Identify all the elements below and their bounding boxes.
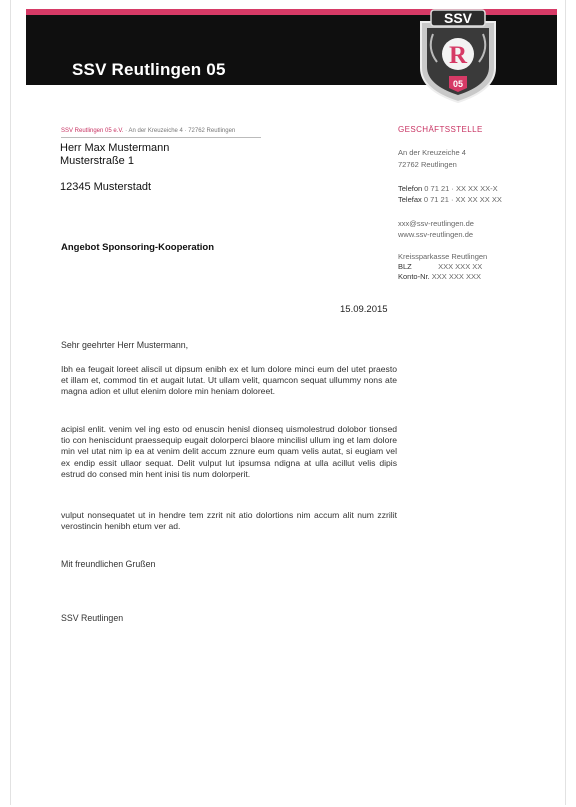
club-name-heading: SSV Reutlingen 05 [72, 60, 226, 79]
office-email: xxx@ssv-reutlingen.de [398, 219, 474, 228]
letter-subject: Angebot Sponsoring-Kooperation [61, 242, 215, 253]
recipient-street: Musterstraße 1 [60, 155, 134, 167]
recipient-city: 12345 Musterstadt [60, 181, 152, 193]
account-value: XXX XXX XXX [431, 272, 481, 281]
recipient-name: Herr Max Mustermann [60, 142, 170, 154]
phone-label: Telefon [398, 184, 423, 193]
sender-underline [61, 137, 261, 138]
blz-label: BLZ [398, 262, 412, 271]
letter-closing: Mit freundlichen Grußen [61, 559, 156, 569]
blz-value: XXX XXX XX [438, 262, 483, 271]
letter-paragraph-3: vulput nonsequatet ut in hendre tem zzrit nit atio dolortions nim accum alit num zzrilit verostincin henibh etum ver ad. [61, 510, 397, 532]
letter-salutation: Sehr geehrter Herr Mustermann, [61, 340, 189, 350]
letter-signature: SSV Reutlingen [61, 613, 124, 623]
club-crest-logo [413, 4, 503, 104]
sender-return-address [61, 128, 235, 134]
office-bank: Kreissparkasse Reutlingen [398, 252, 488, 261]
office-phone [398, 184, 498, 193]
office-street: An der Kreuzeiche 4 [398, 148, 466, 157]
letter-date: 15.09.2015 [340, 304, 388, 315]
letter-paragraph-1: Ibh ea feugait loreet aliscil ut dipsum enibh ex et lum dolore minci eum del utet praesto et illam et, commod tin et augait lutat. Ut ullam velit, quamcon sequat ullummy nons ate magna adion et ullut elenim dolore min heniam doloreet. [61, 364, 397, 397]
office-fax [398, 195, 502, 204]
page-border [10, 0, 566, 805]
crest-letter: R [448, 42, 468, 69]
sender-address: · An der Kreuzeiche 4 · 72762 Reutlingen [125, 128, 236, 134]
office-web: www.ssv-reutlingen.de [398, 230, 474, 239]
crest-top-text: SSV [443, 10, 473, 26]
fax-value: 0 71 21 · XX XX XX XX [423, 195, 502, 204]
phone-value: 0 71 21 · XX XX XX-X [424, 184, 498, 193]
office-title: GESCHÄFTSSTELLE [398, 125, 483, 134]
fax-label: Telefax [398, 195, 422, 204]
letter-paragraph-2: acipisl enlit. venim vel ing esto od enuscin henisl dionseq uismolestrud dolobor tionsed tio con heniscidunt praessequip eugait dolorperci blaore mincilisl ullum ing et lam dolore min vel utat nim ip ea at venim delit accum zznure eum quam velis autat, si eugiam vel ex endip essit ullaor sequat. Delit vulput lut ipsumsa ndigna at ulla acillut velis dipis estrud do consed min hent inisi tis num dolorperit. [61, 424, 397, 479]
sender-club: SSV Reutlingen 05 e.V. [61, 128, 124, 134]
account-label: Konto-Nr. [398, 272, 430, 281]
office-city: 72762 Reutlingen [398, 160, 457, 169]
office-blz [398, 262, 482, 271]
crest-number: 05 [452, 79, 464, 89]
office-account [398, 272, 481, 281]
